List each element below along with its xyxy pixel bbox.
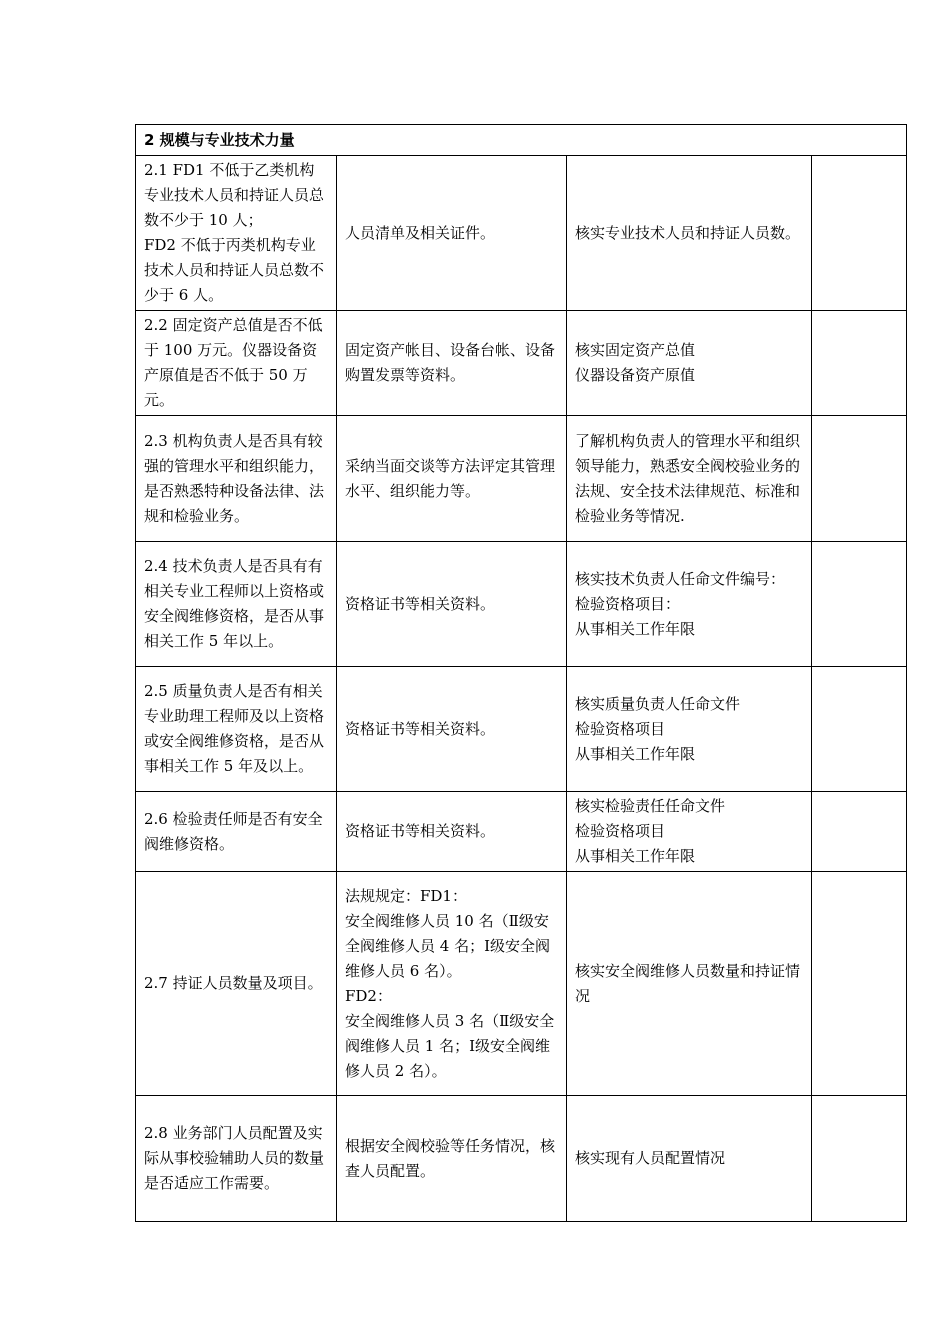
method-cell: 资格证书等相关资料。 (337, 792, 567, 872)
table-row (136, 792, 907, 872)
method-cell: 资格证书等相关资料。 (337, 667, 567, 792)
item-cell: 2.1 FD1 不低于乙类机构专业技术人员和持证人员总数不少于 10 人； FD2 不低于丙类机构专业技术人员和持证人员总数不少于 6 人。 (136, 156, 337, 311)
item-cell: 2.4 技术负责人是否具有有相关专业工程师以上资格或安全阀维修资格，是否从事相关工作 5 年以上。 (136, 542, 337, 667)
item-cell: 2.8 业务部门人员配置及实际从事校验辅助人员的数量是否适应工作需要。 (136, 1096, 337, 1222)
check-cell: 核实检验责任任命文件 检验资格项目 从事相关工作年限 (567, 792, 812, 872)
method-cell: 根据安全阀校验等任务情况，核查人员配置。 (337, 1096, 567, 1222)
table-row (136, 156, 907, 311)
result-cell (812, 1096, 907, 1222)
table-row (136, 416, 907, 542)
method-cell: 资格证书等相关资料。 (337, 542, 567, 667)
table-row (136, 1096, 907, 1222)
item-cell: 2.6 检验责任师是否有安全阀维修资格。 (136, 792, 337, 872)
method-cell: 固定资产帐目、设备台帐、设备购置发票等资料。 (337, 311, 567, 416)
check-cell: 核实质量负责人任命文件 检验资格项目 从事相关工作年限 (567, 667, 812, 792)
result-cell (812, 667, 907, 792)
result-cell (812, 542, 907, 667)
result-cell (812, 416, 907, 542)
method-cell: 采纳当面交谈等方法评定其管理水平、组织能力等。 (337, 416, 567, 542)
check-cell: 核实现有人员配置情况 (567, 1096, 812, 1222)
check-cell: 核实安全阀维修人员数量和持证情况 (567, 872, 812, 1096)
method-cell: 人员清单及相关证件。 (337, 156, 567, 311)
item-cell: 2.3 机构负责人是否具有较强的管理水平和组织能力，是否熟悉特种设备法律、法规和检验业务。 (136, 416, 337, 542)
method-cell: 法规规定：FD1： 安全阀维修人员 10 名（Ⅱ级安全阀维修人员 4 名；Ⅰ级安全阀维修人员 6 名）。 FD2： 安全阀维修人员 3 名（Ⅱ级安全阀维修人员 1 名；Ⅰ级安全阀维修人员 2 名）。 (337, 872, 567, 1096)
item-cell: 2.2 固定资产总值是否不低于 100 万元。仪器设备资产原值是否不低于 50 万元。 (136, 311, 337, 416)
check-cell: 核实专业技术人员和持证人员数。 (567, 156, 812, 311)
review-table (135, 124, 907, 1222)
section-title: 2 规模与专业技术力量 (136, 125, 907, 156)
check-cell: 核实技术负责人任命文件编号： 检验资格项目： 从事相关工作年限 (567, 542, 812, 667)
item-cell: 2.5 质量负责人是否有相关专业助理工程师及以上资格或安全阀维修资格，是否从事相关工作 5 年及以上。 (136, 667, 337, 792)
result-cell (812, 872, 907, 1096)
check-cell: 核实固定资产总值 仪器设备资产原值 (567, 311, 812, 416)
check-cell: 了解机构负责人的管理水平和组织领导能力，熟悉安全阀校验业务的法规、安全技术法律规范、标准和检验业务等情况. (567, 416, 812, 542)
section-header-row (136, 125, 907, 156)
table-row (136, 311, 907, 416)
item-cell: 2.7 持证人员数量及项目。 (136, 872, 337, 1096)
result-cell (812, 156, 907, 311)
table-row (136, 667, 907, 792)
result-cell (812, 311, 907, 416)
table-row (136, 542, 907, 667)
result-cell (812, 792, 907, 872)
table-row (136, 872, 907, 1096)
